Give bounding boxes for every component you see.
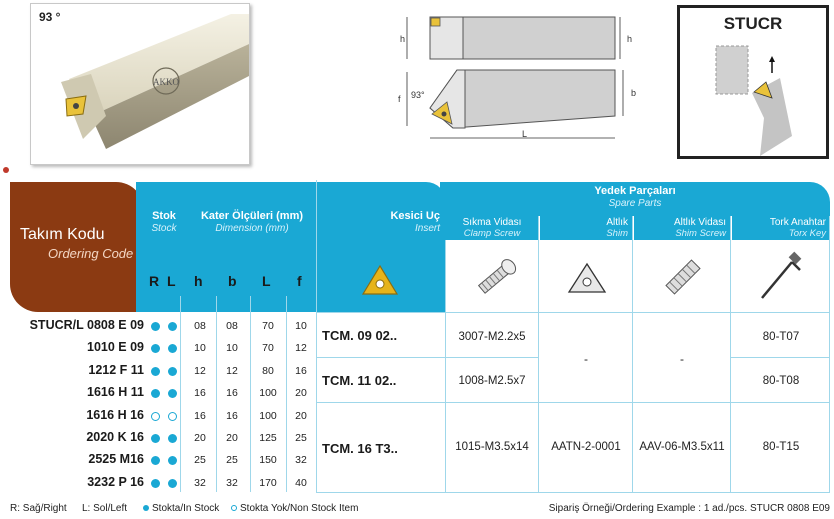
tool-holder-photo xyxy=(31,4,249,164)
dim-b: 25 xyxy=(226,454,238,467)
dim-h: 16 xyxy=(194,387,206,400)
dim-h: 25 xyxy=(194,454,206,467)
stock-right-dot xyxy=(151,456,160,465)
insert-en: Insert xyxy=(414,223,440,234)
legend-in-stock-dot xyxy=(143,505,149,511)
shim-dash: - xyxy=(584,352,588,366)
col-divider xyxy=(538,216,539,492)
row-divider xyxy=(316,357,446,358)
torx-key-icon xyxy=(752,248,808,306)
shim-screw-en: Shim Screw xyxy=(675,228,726,239)
dim-b: 16 xyxy=(226,387,238,400)
dim-b: 32 xyxy=(226,476,238,489)
row-divider xyxy=(316,312,830,313)
stucr-schematic xyxy=(680,8,826,156)
dim-f: 40 xyxy=(295,476,307,489)
shim-screw-3: AAV-06-M3.5x11 xyxy=(639,441,725,453)
technical-drawing xyxy=(395,10,645,160)
legend-non-stock-dot xyxy=(231,505,237,511)
ordering-code: 2525 M16 xyxy=(88,452,144,467)
shim-screw-dash: - xyxy=(680,352,684,366)
stock-left-dot xyxy=(168,344,177,353)
col-divider xyxy=(180,296,181,492)
shim-screw-tr: Altlık Vidası xyxy=(673,217,726,228)
clamp-screw-2: 1008-M2.5x7 xyxy=(458,375,526,387)
col-divider xyxy=(286,296,287,492)
dim-h: 32 xyxy=(194,476,206,489)
row-divider xyxy=(730,357,829,358)
torx-key-tr: Tork Anahtar xyxy=(769,217,826,228)
dimension-tr: Kater Ölçüleri (mm) xyxy=(200,210,304,222)
dim-length: 70 xyxy=(262,342,274,355)
spare-parts-en: Spare Parts xyxy=(608,198,662,209)
insert-group-1: TCM. 09 02.. xyxy=(322,328,398,343)
dim-h: 20 xyxy=(194,432,206,444)
stock-right-dot xyxy=(151,322,160,331)
col-divider xyxy=(632,216,633,492)
shim-screw-icon xyxy=(655,248,711,306)
col-divider xyxy=(216,296,217,492)
col-r-label: R xyxy=(149,273,160,289)
shim-icon xyxy=(563,258,611,298)
torx-key-2: 80-T08 xyxy=(762,375,800,387)
stock-left-dot xyxy=(168,456,177,465)
clamp-screw-header xyxy=(446,216,538,240)
dim-f: 20 xyxy=(295,387,307,400)
torx-key-en: Torx Key xyxy=(788,228,826,239)
stock-right-dot xyxy=(151,479,160,488)
insert-icon xyxy=(355,260,405,300)
angle-93-label: 93° xyxy=(411,90,425,100)
shim-screw-header xyxy=(634,216,730,240)
ordering-code: 1616 H 16 xyxy=(86,407,144,422)
legend-right: R: Sağ/Right xyxy=(10,503,67,514)
ordering-code: 1212 F 11 xyxy=(88,362,144,377)
clamp-screw-tr: Sıkma Vidası xyxy=(462,217,522,228)
legend-non-stock: Stokta Yok/Non Stock Item xyxy=(240,503,359,514)
shim-header xyxy=(540,216,632,240)
dim-b: 08 xyxy=(226,320,238,332)
ordering-code-header xyxy=(10,182,144,312)
ordering-example: Sipariş Örneği/Ordering Example : 1 ad./pcs. STUCR 0808 E09 xyxy=(548,503,830,514)
col-length-label: L xyxy=(262,273,271,289)
l-dimension-label: L xyxy=(522,129,528,139)
torx-key-1: 80-T07 xyxy=(762,331,800,343)
dim-f: 20 xyxy=(295,409,307,422)
ordering-code: 1616 H 11 xyxy=(87,385,144,400)
approach-angle-label: 93 ° xyxy=(39,10,61,24)
ordering-code: 3232 P 16 xyxy=(87,474,144,489)
legend-in-stock: Stokta/In Stock xyxy=(152,503,220,514)
dim-length: 70 xyxy=(262,320,274,332)
dim-length: 150 xyxy=(259,454,277,467)
stock-tr: Stok xyxy=(152,210,176,222)
col-l-label: L xyxy=(167,273,176,289)
stock-right-dot xyxy=(151,412,160,421)
dim-length: 80 xyxy=(262,364,274,377)
col-divider xyxy=(316,180,317,492)
stock-left-dot xyxy=(168,322,177,331)
stock-en: Stock xyxy=(151,223,177,234)
ordering-code: 2020 K 16 xyxy=(86,430,144,444)
col-h-label: h xyxy=(194,273,203,289)
dim-h: 16 xyxy=(194,409,206,422)
shim-en: Shim xyxy=(606,228,628,239)
product-photo-panel xyxy=(30,3,250,165)
row-divider xyxy=(316,492,830,493)
insert-group-2: TCM. 11 02.. xyxy=(322,373,397,388)
dim-h: 10 xyxy=(194,342,206,355)
h-dimension-label: h xyxy=(400,34,406,44)
torx-key-header xyxy=(732,216,830,240)
torx-key-3: 80-T15 xyxy=(762,441,800,453)
dim-length: 170 xyxy=(259,476,277,489)
shim-tr: Altlık xyxy=(606,217,628,228)
stock-left-dot xyxy=(168,434,177,443)
ordering-code: STUCR/L 0808 E 09 xyxy=(29,318,144,332)
dim-f: 16 xyxy=(295,364,307,377)
row-divider xyxy=(316,402,830,403)
ordering-code-en: Ordering Code xyxy=(48,246,134,261)
clamp-screw-icon xyxy=(465,248,525,306)
col-b-label: b xyxy=(228,273,237,289)
dim-f: 25 xyxy=(295,432,307,444)
col-divider xyxy=(730,216,731,492)
f-dimension-label: f xyxy=(398,94,401,104)
dim-length: 100 xyxy=(259,387,277,400)
dim-f: 32 xyxy=(295,454,307,467)
stock-right-dot xyxy=(151,367,160,376)
h-dimension-label-right: h xyxy=(627,34,633,44)
stock-left-dot xyxy=(168,389,177,398)
col-divider xyxy=(445,240,446,492)
stock-right-dot xyxy=(151,389,160,398)
col-divider xyxy=(250,296,251,492)
stock-dimension-header xyxy=(136,182,316,312)
stock-left-dot xyxy=(168,367,177,376)
stock-right-dot xyxy=(151,344,160,353)
dim-h: 08 xyxy=(194,320,206,332)
ordering-code-tr: Takım Kodu xyxy=(20,226,105,243)
dim-f: 12 xyxy=(295,342,307,355)
section-bullet xyxy=(3,167,9,173)
dim-b: 20 xyxy=(226,432,238,444)
clamp-screw-en: Clamp Screw xyxy=(463,228,521,239)
ordering-code: 1010 E 09 xyxy=(87,340,144,355)
spare-parts-tr: Yedek Parçaları xyxy=(594,185,676,197)
stock-right-dot xyxy=(151,434,160,443)
stucr-type-box xyxy=(677,5,829,159)
insert-group-3: TCM. 16 T3.. xyxy=(322,441,398,456)
dimension-en: Dimension (mm) xyxy=(215,223,289,234)
clamp-screw-1: 3007-M2.2x5 xyxy=(458,331,526,343)
clamp-screw-3: 1015-M3.5x14 xyxy=(455,441,529,453)
stock-left-dot xyxy=(168,479,177,488)
stock-left-dot xyxy=(168,412,177,421)
dim-b: 12 xyxy=(226,364,238,377)
row-divider xyxy=(446,357,538,358)
dim-f: 10 xyxy=(295,320,307,332)
dim-b: 10 xyxy=(226,342,238,355)
dim-length: 125 xyxy=(259,432,277,444)
shim-3: AATN-2-0001 xyxy=(551,441,621,453)
dim-h: 12 xyxy=(194,364,206,377)
insert-tr: Kesici Uç xyxy=(390,210,440,222)
dim-b: 16 xyxy=(226,409,238,422)
stucr-title: STUCR xyxy=(723,14,783,33)
col-f-label: f xyxy=(297,273,302,289)
legend-left: L: Sol/Left xyxy=(82,503,128,514)
svg-text:AKKO: AKKO xyxy=(153,77,179,87)
b-dimension-label: b xyxy=(631,88,637,98)
dim-length: 100 xyxy=(259,409,277,422)
